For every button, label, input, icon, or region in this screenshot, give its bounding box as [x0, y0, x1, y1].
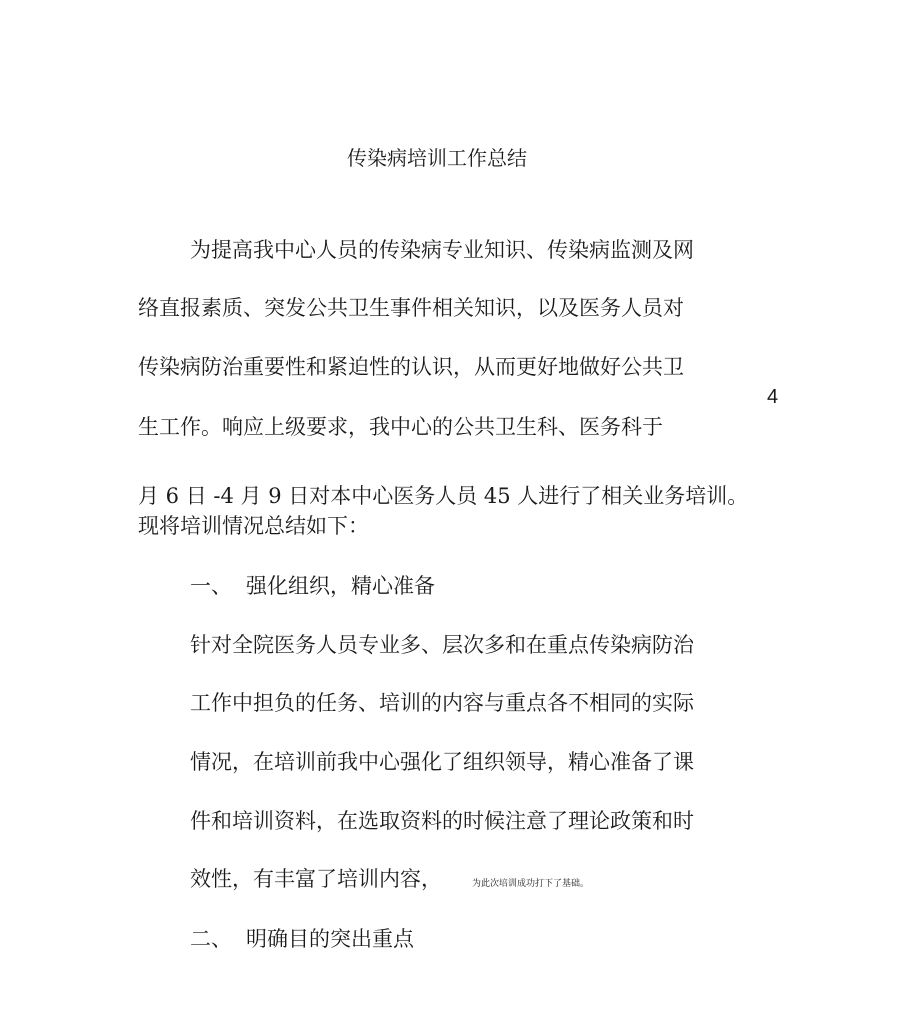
paragraph-line: 现将培训情况总结如下： — [138, 514, 369, 538]
section-1-line: 针对全院医务人员专业多、层次多和在重点传染病防治 — [190, 633, 694, 657]
section-1-line: 效性，有丰富了培训内容， — [190, 867, 442, 891]
section-2-heading: 明确目的突出重点 — [246, 927, 414, 951]
small-note: 为此次培训成功打下了基础。 — [472, 879, 590, 889]
section-1-number: 一、 — [190, 574, 232, 598]
paragraph-date-line: 月 6 日 -4 月 9 日对本中心医务人员 45 人进行了相关业务培训。 — [138, 484, 749, 508]
paragraph-line: 络直报素质、突发公共卫生事件相关知识，以及医务人员对 — [138, 296, 684, 320]
document-title: 传染病培训工作总结 — [347, 146, 527, 170]
margin-number: 4 — [767, 386, 779, 408]
section-2-number: 二、 — [190, 927, 232, 951]
paragraph-line: 生工作。响应上级要求，我中心的公共卫生科、医务科于 — [138, 415, 663, 439]
paragraph-line: 为提高我中心人员的传染病专业知识、传染病监测及网 — [190, 238, 694, 262]
section-1-heading: 强化组织，精心准备 — [246, 574, 435, 598]
paragraph-line: 传染病防治重要性和紧迫性的认识，从而更好地做好公共卫 — [138, 355, 684, 379]
section-1-line: 情况，在培训前我中心强化了组织领导，精心准备了课 — [190, 750, 694, 774]
section-1-line: 件和培训资料，在选取资料的时候注意了理论政策和时 — [190, 809, 694, 833]
section-1-line: 工作中担负的任务、培训的内容与重点各不相同的实际 — [190, 691, 694, 715]
